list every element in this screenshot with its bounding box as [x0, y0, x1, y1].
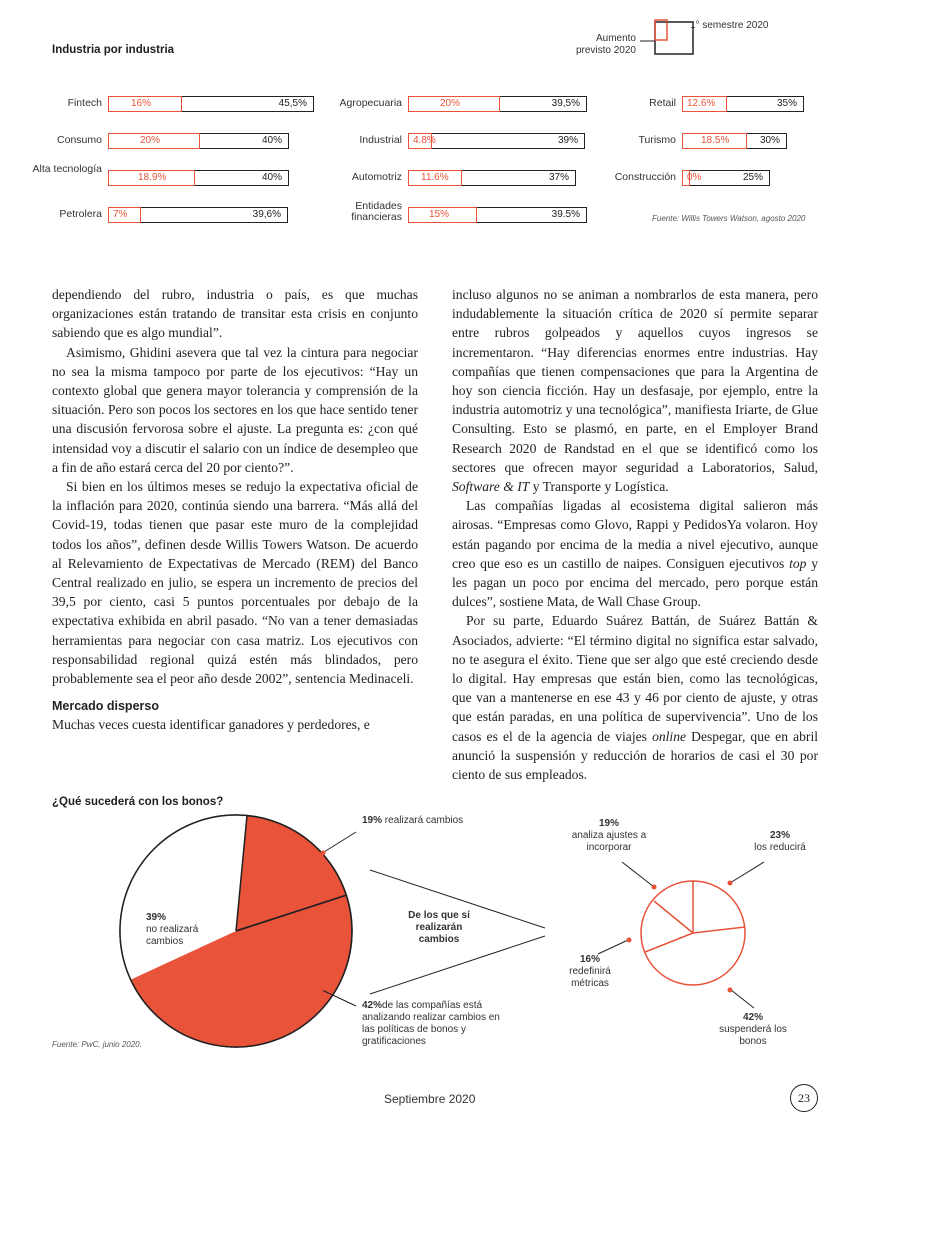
label-23-reducira: 23% los reducirá: [754, 830, 806, 853]
annual-value: 39,5%: [551, 98, 580, 109]
annual-bar: [408, 207, 587, 223]
article-right-column: [452, 285, 818, 784]
annual-bar: [682, 170, 770, 186]
label-42-analizando: 42%de las compañías está analizando realizar cambios en las políticas de bonos y gratificaciones: [362, 1000, 500, 1047]
paragraph: Muchas veces cuesta identificar ganadores y perdedores, e: [52, 717, 370, 733]
annual-bar: [408, 96, 587, 112]
first-semester-value: 12.6%: [687, 98, 716, 109]
annual-value: 35%: [776, 98, 797, 109]
annual-value: 30%: [759, 135, 780, 146]
annual-value: 40%: [261, 172, 282, 183]
annual-bar: [682, 133, 787, 149]
paragraph: Asimismo, Ghidini asevera que tal vez la cintura para negociar no sea la misma tampoco por parte de los ejecutivos: “Hay un contexto global que genera mayor tolerancia y comprensión de la situación. Pero son pocos los sectores en los que hace sentido tener una discusión fervorosa sobre el ajuste. La pregunta es: ¿con qué intensidad voy a discutir el salario con un índice de desempleo que a fin de año estará cerca del 20 por ciento?”.: [52, 344, 418, 475]
paragraph: Si bien en los últimos meses se redujo la expectativa oficial de la inflación para 2020, continúa siendo una barrera. “Más allá del Covid-19, todas tienen que pasar este muro de la complejidad todos los años”, definen desde Willis Towers Watson. De acuerdo al Relevamiento de Expectativas de Mercado (REM) del Banco Central realizado en julio, se espera un incremento de precios del 39,5 por ciento, casi 5 puntos porcentuales por debajo de la expectativa exhibida en abril pasado. “No van a tener demasiadas herramientas para negociar con casa matriz. Los ejecutivos con responsabilidad regional quizá estén más blindados, pero probablemente sea el peor año desde 2002”, sentencia Medinaceli.: [52, 479, 418, 687]
industry-label: Automotriz: [351, 171, 402, 183]
annual-value: 40%: [261, 135, 282, 146]
first-semester-value: 7%: [113, 209, 128, 220]
paragraph: dependiendo del rubro, industria o país, es que muchas organizaciones están tratando de transitar esta crisis en conjunto sabiendo que es algo mundial”.: [52, 287, 418, 341]
industry-label: Consumo: [57, 134, 102, 146]
industry-label: Agropecuaria: [339, 97, 402, 109]
annual-bar: [108, 207, 288, 223]
first-semester-value: 16%: [131, 98, 152, 109]
industry-label: Fintech: [67, 97, 102, 109]
annual-value: 39,6%: [252, 209, 281, 220]
article-left-column: [52, 285, 418, 734]
industry-label: Petrolera: [59, 208, 102, 220]
annual-value: 25%: [742, 172, 763, 183]
industry-label: Construcción: [614, 171, 676, 183]
subheading: Mercado disperso: [52, 699, 159, 714]
footer-date: Septiembre 2020: [384, 1092, 476, 1106]
paragraph: Por su parte, Eduardo Suárez Battán, de Suárez Battán & Asociados, advierte: “El término digital no significa estar salvado, no te asegura el éxito. Tiene que ser algo que esté creciendo desde lo digital. Hay empresas que están bien, como las tecnológicas, que van a mantenerse en ese 43 y 46 por ciento de ajuste, y otras que están paradas, en una política de supervivencia”. Uno de los casos es el de la agencia de viajes online Despegar, que en abril anunció la suspensión y reducción de horarios de casi el 30 por ciento de sus empleados.: [452, 613, 819, 783]
industry-label: Turismo: [638, 134, 676, 146]
paragraph: incluso algunos no se animan a nombrarlos de esta manera, pero indudablemente la situación crítica de 2020 sí permite separar entre rubros golpeados y aquellos cuyos ingresos se incrementaron. “Hay diferencias enormes entre industrias. Hay compañías que tienen compensaciones que para la Argentina de hoy son ciencia ficción. Hay un desfasaje, por ejemplo, entre la industria automotriz y una tecnológica”, manifiesta Iriarte, de Glue Consulting. Esto se plasmó, en parte, en el Employer Brand Research 2020 de Randstad en el que se identificó como los sectores que ofrecen mayor seguridad a Laboratorios, Salud, Software & IT y Transporte y Logística.: [452, 287, 818, 495]
page-number: 23: [790, 1084, 818, 1112]
paragraph: Las compañías ligadas al ecosistema digital salieron más airosas. “Empresas como Glovo, Rappi y PedidosYa volaron. Hoy están pagando por encima de la media a nivel ejecutivo, aunque creo que eso es un castillo de naipes. Consiguen ejecutivos top y les pagan un poco por encima del mercado, pero porque están dulces”, sostiene Mata, de Wall Chase Group.: [452, 498, 819, 610]
bonus-title: ¿Qué sucederá con los bonos?: [52, 796, 224, 808]
label-19-realizara: 19% realizará cambios: [362, 815, 464, 826]
industry-label: Industrial: [359, 134, 402, 146]
industry-label: Entidades financieras: [351, 200, 402, 223]
label-16-redefinira: 16% redefinirá métricas: [569, 954, 611, 989]
legend-first-semester: 1° semestre 2020: [690, 20, 769, 31]
annual-bar: [108, 133, 289, 149]
label-19-analiza: 19% analiza ajustes a incorporar: [571, 818, 647, 853]
label-42-suspendera: 42% suspenderá los bonos: [719, 1012, 787, 1047]
legend-annual: Aumento previsto 2020: [575, 33, 636, 56]
first-semester-value: 18.5%: [701, 135, 730, 146]
annual-bar: [108, 96, 314, 112]
first-semester-value: 4.8%: [413, 135, 436, 146]
label-39-no-realizara: 39% no realizará cambios: [146, 912, 199, 947]
industry-label: Retail: [649, 97, 676, 109]
industry-label: Alta tecnología: [32, 163, 102, 175]
first-semester-value: 20%: [140, 135, 161, 146]
small-pie: [641, 881, 745, 985]
annual-value: 39.5%: [551, 209, 580, 220]
source-note-bonus: Fuente: PwC, junio 2020.: [52, 1040, 142, 1049]
center-label: De los que sí realizarán cambios: [408, 910, 470, 945]
annual-value: 45,5%: [278, 98, 307, 109]
annual-bar: [108, 170, 289, 186]
first-semester-value: 18.9%: [138, 172, 167, 183]
section-title: Industria por industria: [52, 44, 175, 56]
annual-bar: [682, 96, 804, 112]
annual-value: 39%: [557, 135, 578, 146]
source-note: Fuente: Willis Towers Watson, agosto 2020: [652, 214, 806, 223]
annual-bar: [408, 170, 576, 186]
first-semester-value: 15%: [429, 209, 450, 220]
annual-value: 37%: [548, 172, 569, 183]
annual-bar: [408, 133, 585, 149]
first-semester-value: 0%: [687, 172, 702, 183]
first-semester-value: 11.6%: [421, 172, 449, 183]
first-semester-value: 20%: [440, 98, 461, 109]
